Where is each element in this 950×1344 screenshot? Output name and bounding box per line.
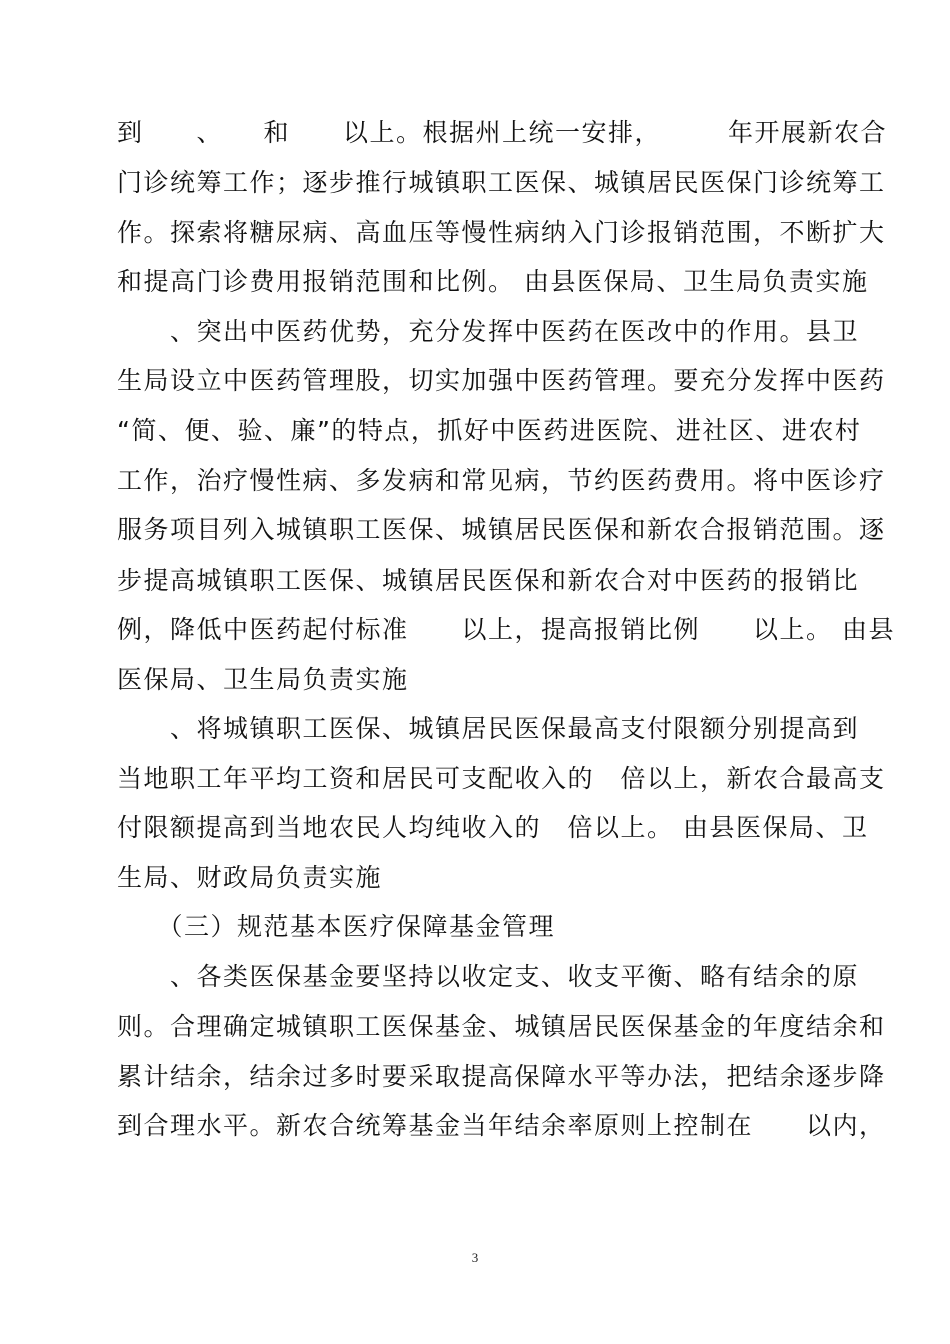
body-text-line: 当地职工年平均工资和居民可支配收入的 倍以上，新农合最高支 — [117, 764, 886, 793]
body-text-line: 则。合理确定城镇职工医保基金、城镇居民医保基金的年度结余和 — [117, 1012, 886, 1041]
body-text-line: 步提高城镇职工医保、城镇居民医保和新农合对中医药的报销比 — [117, 566, 860, 595]
body-text-line: 、突出中医药优势，充分发挥中医药在医改中的作用。县卫 — [117, 317, 860, 346]
body-text-line: 工作，治疗慢性病、多发病和常见病，节约医药费用。将中医诊疗 — [117, 466, 886, 495]
page-number: 3 — [471, 1250, 479, 1265]
body-text-line: 和提高门诊费用报销范围和比例。 由县医保局、卫生局负责实施 — [117, 267, 869, 296]
body-text-line: 例，降低中医药起付标准 以上，提高报销比例 以上。 由县 — [117, 615, 895, 644]
body-text-line: 作。探索将糖尿病、高血压等慢性病纳入门诊报销范围，不断扩大 — [117, 218, 886, 247]
body-text-line: 付限额提高到当地农民人均纯收入的 倍以上。 由县医保局、卫 — [117, 813, 869, 842]
body-text-line: 医保局、卫生局负责实施 — [117, 665, 409, 694]
body-text-line: 生局、财政局负责实施 — [117, 863, 383, 892]
body-text-line: 门诊统筹工作；逐步推行城镇职工医保、城镇居民医保门诊统筹工 — [117, 168, 886, 197]
body-text-line: 服务项目列入城镇职工医保、城镇居民医保和新农合报销范围。逐 — [117, 515, 886, 544]
body-text-line: 、将城镇职工医保、城镇居民医保最高支付限额分别提高到 — [117, 714, 860, 743]
body-text-line: 累计结余，结余过多时要采取提高保障水平等办法，把结余逐步降 — [117, 1062, 886, 1091]
section-heading: （三）规范基本医疗保障基金管理 — [117, 912, 556, 941]
body-text-line: 生局设立中医药管理股，切实加强中医药管理。要充分发挥中医药 — [117, 366, 886, 395]
body-text-line: 到 、 和 以上。根据州上统一安排， 年开展新农合 — [117, 118, 888, 147]
body-text-line: 、各类医保基金要坚持以收定支、收支平衡、略有结余的原 — [117, 962, 860, 991]
body-text-line: 到合理水平。新农合统筹基金当年结余率原则上控制在 以内， — [117, 1111, 886, 1140]
body-text-line: “简、便、验、廉”的特点，抓好中医药进医院、进社区、进农村 — [117, 416, 862, 445]
